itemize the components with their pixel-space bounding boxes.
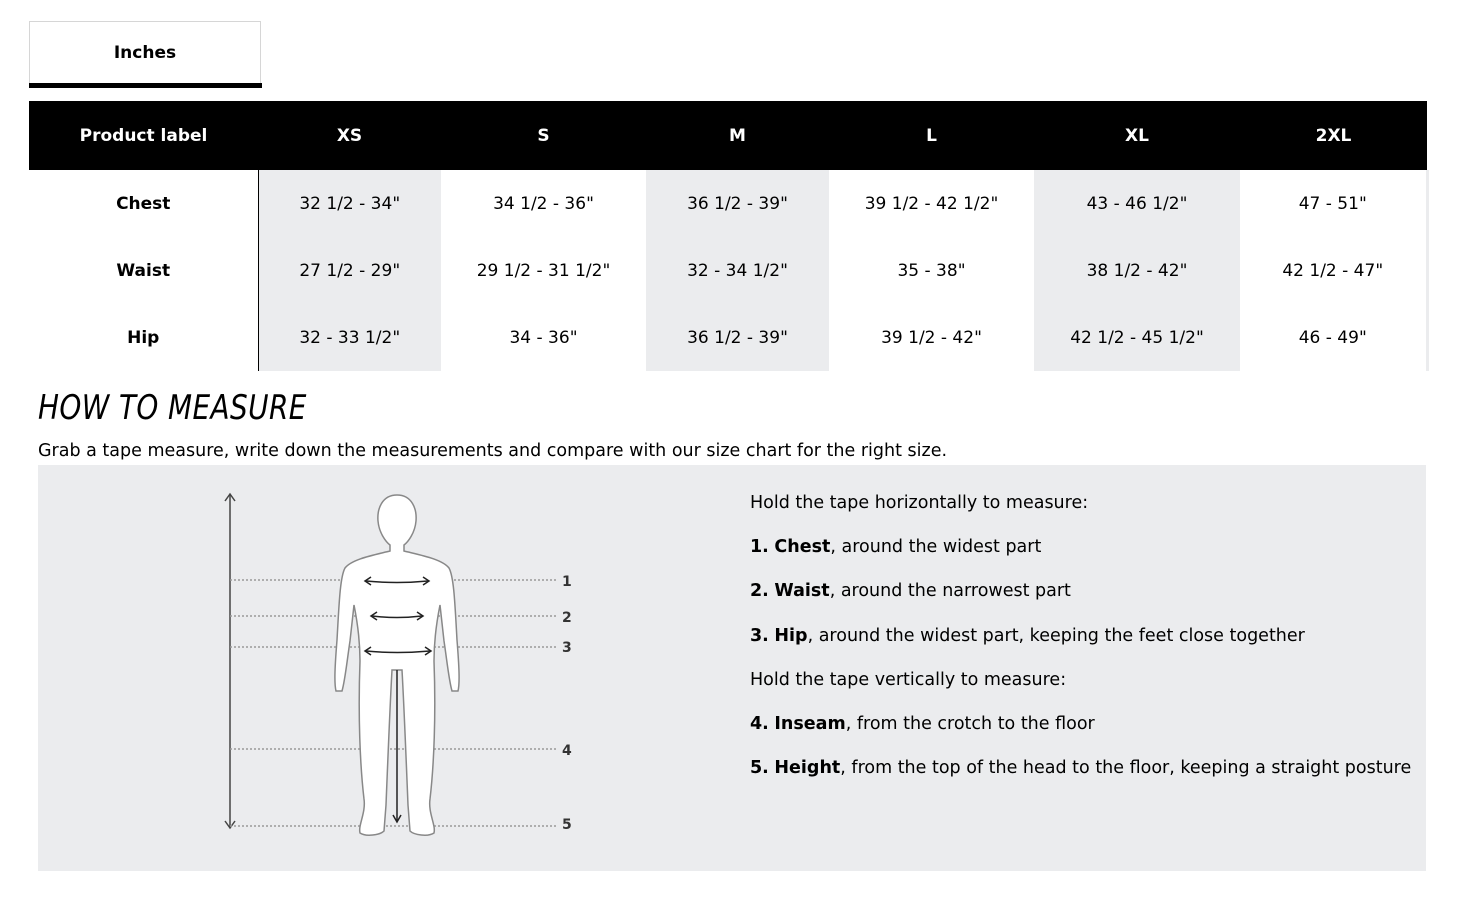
measurement-instructions xyxy=(750,489,1410,798)
table-cell: 39 1/2 - 42" xyxy=(881,327,982,348)
row-label-waist: Waist xyxy=(29,237,258,304)
instruction-hip: 3. Hip, around the widest part, keeping the feet close together xyxy=(750,625,1305,646)
header-product-label: Product label xyxy=(29,101,258,170)
header-size-xs: XS xyxy=(258,101,441,170)
marker-5-label: 5 xyxy=(562,817,572,833)
marker-1-label: 1 xyxy=(562,574,572,590)
body-measurement-figure xyxy=(38,465,738,871)
instruction-chest: 1. Chest, around the widest part xyxy=(750,537,1042,558)
table-cell: 35 - 38" xyxy=(897,260,966,281)
table-row-waist xyxy=(29,237,1427,304)
instruction-height: 5. Height, from the top of the head to the floor, keeping a straight posture xyxy=(750,758,1412,779)
marker-2-label: 2 xyxy=(562,610,572,626)
header-size-2xl: 2XL xyxy=(1240,101,1427,170)
row-label-chest: Chest xyxy=(29,170,258,237)
measurement-guide-panel xyxy=(38,465,1426,871)
table-cell: 36 1/2 - 39" xyxy=(646,304,829,371)
table-cell: 39 1/2 - 42 1/2" xyxy=(864,193,999,214)
table-cell: 42 1/2 - 45 1/2" xyxy=(1034,304,1240,371)
table-cell: 29 1/2 - 31 1/2" xyxy=(476,260,611,281)
instruction-inseam: 4. Inseam, from the crotch to the floor xyxy=(750,713,1095,734)
table-cell: 34 - 36" xyxy=(509,327,578,348)
marker-3-label: 3 xyxy=(562,640,572,656)
tab-inches[interactable] xyxy=(29,21,261,84)
table-cell: 42 1/2 - 47" xyxy=(1240,237,1427,304)
table-row-hip xyxy=(29,304,1427,371)
instruction-waist: 2. Waist, around the narrowest part xyxy=(750,581,1071,602)
table-cell: 38 1/2 - 42" xyxy=(1034,237,1240,304)
row-label-hip: Hip xyxy=(29,304,258,371)
table-cell: 46 - 49" xyxy=(1240,304,1427,371)
header-size-s: S xyxy=(441,101,646,170)
table-header-row xyxy=(29,101,1427,170)
how-to-measure-heading: HOW TO MEASURE xyxy=(38,388,307,428)
horizontal-intro: Hold the tape horizontally to measure: xyxy=(750,493,1089,513)
table-cell: 34 1/2 - 36" xyxy=(493,193,594,214)
table-cell: 36 1/2 - 39" xyxy=(646,170,829,237)
tab-inches-label: Inches xyxy=(113,43,177,63)
active-tab-indicator xyxy=(29,83,262,88)
how-to-measure-description: Grab a tape measure, write down the measurements and compare with our size chart for the right size. xyxy=(38,441,948,461)
header-size-xl: XL xyxy=(1034,101,1240,170)
marker-4-label: 4 xyxy=(562,743,572,759)
table-cell: 47 - 51" xyxy=(1240,170,1427,237)
table-cell: 27 1/2 - 29" xyxy=(258,237,441,304)
table-cell: 32 1/2 - 34" xyxy=(258,170,441,237)
vertical-intro: Hold the tape vertically to measure: xyxy=(750,669,1067,690)
header-size-m: M xyxy=(646,101,829,170)
table-cell: 43 - 46 1/2" xyxy=(1034,170,1240,237)
table-row-chest xyxy=(29,170,1427,237)
table-cell: 32 - 33 1/2" xyxy=(258,304,441,371)
header-size-l: L xyxy=(829,101,1034,170)
table-cell: 32 - 34 1/2" xyxy=(646,237,829,304)
size-chart-table xyxy=(29,101,1429,371)
